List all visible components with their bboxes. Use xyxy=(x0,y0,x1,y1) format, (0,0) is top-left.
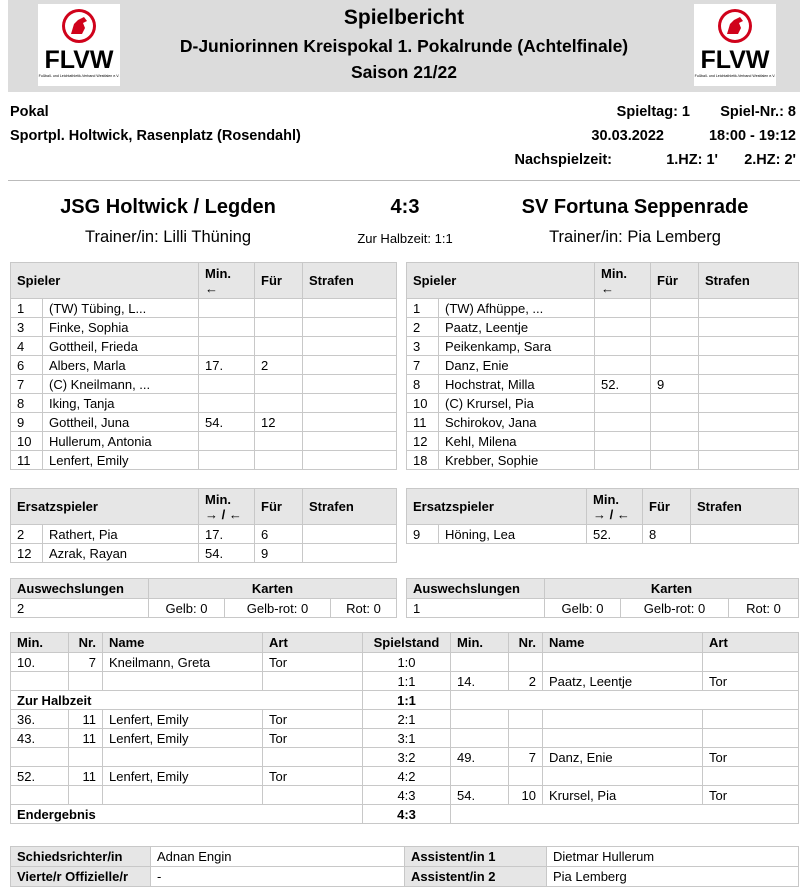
col-min: Min. → / ← xyxy=(199,489,255,525)
officials-table xyxy=(10,846,799,887)
table-row xyxy=(407,413,799,432)
player-number: 1 xyxy=(407,299,439,318)
player-sub-for: 8 xyxy=(643,525,691,544)
player-penalties xyxy=(699,356,799,375)
table-row xyxy=(407,299,799,318)
player-name: Schirokov, Jana xyxy=(439,413,595,432)
player-sub-minute xyxy=(595,451,651,470)
away-lineup-table xyxy=(406,262,799,470)
svg-text:FLVW: FLVW xyxy=(700,46,770,74)
home-event-player xyxy=(103,786,263,805)
away-substitutes-table xyxy=(406,488,799,544)
col-fuer: Für xyxy=(651,263,699,299)
away-event-minute xyxy=(451,767,509,786)
player-sub-minute xyxy=(199,375,255,394)
info-divider xyxy=(8,180,800,181)
away-yellow-red-cards: Gelb-rot: 0 xyxy=(621,599,729,618)
col-spieler: Spieler xyxy=(11,263,199,299)
col-auswechslungen: Auswechslungen xyxy=(11,579,149,599)
away-event-number: 10 xyxy=(509,786,543,805)
col-name-home: Name xyxy=(103,633,263,653)
table-row xyxy=(407,337,799,356)
home-event-player: Lenfert, Emily xyxy=(103,710,263,729)
home-team-name: JSG Holtwick / Legden xyxy=(60,196,276,218)
table-row xyxy=(11,337,397,356)
referee-name: Adnan Engin xyxy=(151,847,405,867)
player-name: Danz, Enie xyxy=(439,356,595,375)
player-sub-for xyxy=(651,432,699,451)
col-ersatzspieler: Ersatzspieler xyxy=(407,489,587,525)
away-event-player: Danz, Enie xyxy=(543,748,703,767)
event-score: 3:2 xyxy=(363,748,451,767)
player-penalties xyxy=(303,432,397,451)
player-penalties xyxy=(699,299,799,318)
col-spieler: Spieler xyxy=(407,263,595,299)
player-sub-for xyxy=(651,394,699,413)
player-sub-minute xyxy=(595,318,651,337)
away-event-player xyxy=(543,653,703,672)
player-number: 9 xyxy=(11,413,43,432)
col-fuer: Für xyxy=(643,489,691,525)
player-sub-for xyxy=(255,337,303,356)
player-sub-for xyxy=(651,337,699,356)
player-sub-for xyxy=(651,318,699,337)
col-min-away: Min. xyxy=(451,633,509,653)
home-substitutes-table xyxy=(10,488,397,563)
player-sub-minute: 17. xyxy=(199,525,255,544)
player-sub-for xyxy=(651,451,699,470)
player-sub-for: 12 xyxy=(255,413,303,432)
player-sub-minute: 54. xyxy=(199,544,255,563)
away-event-type: Tor xyxy=(703,748,799,767)
report-header xyxy=(8,0,800,92)
label-assistant-1: Assistent/in 1 xyxy=(405,847,547,867)
col-strafen: Strafen xyxy=(303,489,397,525)
svg-text:Fußball- und Leichtathletik-Ve: Fußball- und Leichtathletik-Verband Westfalen e.V. xyxy=(694,74,776,78)
player-penalties xyxy=(303,356,397,375)
player-penalties xyxy=(303,525,397,544)
label-referee: Schiedsrichter/in xyxy=(11,847,151,867)
player-number: 18 xyxy=(407,451,439,470)
player-name: Höning, Lea xyxy=(439,525,587,544)
home-event-number: 11 xyxy=(69,710,103,729)
player-sub-for xyxy=(651,299,699,318)
svg-text:Fußball- und Leichtathletik-Ve: Fußball- und Leichtathletik-Verband Westfalen e.V. xyxy=(38,74,120,78)
player-number: 4 xyxy=(11,337,43,356)
player-name: (C) Kneilmann, ... xyxy=(43,375,199,394)
home-summary-table xyxy=(10,578,397,618)
table-row xyxy=(11,432,397,451)
home-yellow-cards: Gelb: 0 xyxy=(149,599,225,618)
player-number: 7 xyxy=(11,375,43,394)
player-sub-for xyxy=(255,318,303,337)
table-row xyxy=(11,413,397,432)
player-sub-minute xyxy=(595,394,651,413)
away-event-minute: 54. xyxy=(451,786,509,805)
col-ersatzspieler: Ersatzspieler xyxy=(11,489,199,525)
player-penalties xyxy=(699,337,799,356)
table-row xyxy=(11,451,397,470)
match-time: 18:00 - 19:12 xyxy=(708,128,796,144)
table-row xyxy=(11,525,397,544)
player-sub-minute xyxy=(199,394,255,413)
player-name: Paatz, Leentje xyxy=(439,318,595,337)
home-event-minute xyxy=(11,672,69,691)
extra-time-second-half: 2.HZ: 2' xyxy=(744,152,796,168)
col-nr-home: Nr. xyxy=(69,633,103,653)
table-row xyxy=(11,356,397,375)
report-season: Saison 21/22 xyxy=(350,62,458,82)
home-event-player xyxy=(103,748,263,767)
event-row xyxy=(11,786,799,805)
home-event-player: Lenfert, Emily xyxy=(103,767,263,786)
home-event-number: 7 xyxy=(69,653,103,672)
flvw-logo-right xyxy=(694,4,776,86)
col-karten: Karten xyxy=(149,579,397,599)
away-event-minute: 14. xyxy=(451,672,509,691)
player-name: Rathert, Pia xyxy=(43,525,199,544)
away-red-cards: Rot: 0 xyxy=(729,599,799,618)
player-number: 3 xyxy=(11,318,43,337)
home-event-minute: 43. xyxy=(11,729,69,748)
away-event-minute xyxy=(451,729,509,748)
player-sub-minute xyxy=(199,337,255,356)
player-name: Kehl, Milena xyxy=(439,432,595,451)
player-sub-for: 9 xyxy=(255,544,303,563)
player-penalties xyxy=(691,525,799,544)
event-score: 1:1 xyxy=(363,672,451,691)
table-row xyxy=(407,318,799,337)
match-number: Spiel-Nr.: 8 xyxy=(720,104,796,120)
table-row xyxy=(11,394,397,413)
player-penalties xyxy=(303,375,397,394)
player-name: Hullerum, Antonia xyxy=(43,432,199,451)
away-event-player xyxy=(543,767,703,786)
halftime-label: Zur Halbzeit xyxy=(11,691,363,710)
player-penalties xyxy=(699,432,799,451)
table-row xyxy=(407,525,799,544)
player-sub-minute: 54. xyxy=(199,413,255,432)
player-sub-minute xyxy=(199,299,255,318)
col-fuer: Für xyxy=(255,263,303,299)
home-event-type: Tor xyxy=(263,729,363,748)
away-event-minute xyxy=(451,710,509,729)
player-name: Albers, Marla xyxy=(43,356,199,375)
final-result-label: Endergebnis xyxy=(11,805,363,824)
col-min: Min. ← xyxy=(199,263,255,299)
away-event-number xyxy=(509,767,543,786)
report-title: Spielbericht xyxy=(343,6,465,29)
home-event-type: Tor xyxy=(263,710,363,729)
event-score: 2:1 xyxy=(363,710,451,729)
home-event-number xyxy=(69,672,103,691)
player-number: 10 xyxy=(11,432,43,451)
away-event-player: Paatz, Leentje xyxy=(543,672,703,691)
player-sub-minute: 17. xyxy=(199,356,255,375)
col-min-home: Min. xyxy=(11,633,69,653)
table-row xyxy=(407,375,799,394)
player-sub-for xyxy=(255,375,303,394)
away-event-minute xyxy=(451,653,509,672)
table-row xyxy=(407,394,799,413)
home-event-number: 11 xyxy=(69,729,103,748)
player-name: Hochstrat, Milla xyxy=(439,375,595,394)
player-number: 7 xyxy=(407,356,439,375)
home-event-minute xyxy=(11,786,69,805)
away-event-player xyxy=(543,710,703,729)
table-row xyxy=(407,432,799,451)
home-event-type xyxy=(263,786,363,805)
player-sub-minute xyxy=(595,413,651,432)
away-event-player: Krursel, Pia xyxy=(543,786,703,805)
away-event-number: 7 xyxy=(509,748,543,767)
event-score: 4:3 xyxy=(363,786,451,805)
away-event-number: 2 xyxy=(509,672,543,691)
table-row xyxy=(11,299,397,318)
player-name: Lenfert, Emily xyxy=(43,451,199,470)
col-min: Min. ← xyxy=(595,263,651,299)
col-art-away: Art xyxy=(703,633,799,653)
player-sub-minute xyxy=(595,299,651,318)
player-penalties xyxy=(699,394,799,413)
event-row xyxy=(11,672,799,691)
player-sub-for xyxy=(651,356,699,375)
player-sub-for xyxy=(255,451,303,470)
table-row xyxy=(11,544,397,563)
label-assistant-2: Assistent/in 2 xyxy=(405,867,547,887)
final-score: 4:3 xyxy=(390,196,420,218)
player-penalties xyxy=(699,413,799,432)
event-row xyxy=(11,729,799,748)
col-min: Min. → / ← xyxy=(587,489,643,525)
label-fourth-official: Vierte/r Offizielle/r xyxy=(11,867,151,887)
away-event-type xyxy=(703,710,799,729)
table-row xyxy=(407,356,799,375)
away-team-name: SV Fortuna Seppenrade xyxy=(521,196,749,218)
home-event-player: Lenfert, Emily xyxy=(103,729,263,748)
player-penalties xyxy=(699,451,799,470)
fourth-official-name: - xyxy=(151,867,405,887)
player-sub-for: 2 xyxy=(255,356,303,375)
col-name-away: Name xyxy=(543,633,703,653)
away-yellow-cards: Gelb: 0 xyxy=(545,599,621,618)
away-trainer: Trainer/in: Pia Lemberg xyxy=(549,228,721,246)
player-name: Gottheil, Frieda xyxy=(43,337,199,356)
home-event-number: 11 xyxy=(69,767,103,786)
home-lineup-table xyxy=(10,262,397,470)
player-name: Azrak, Rayan xyxy=(43,544,199,563)
home-trainer: Trainer/in: Lilli Thüning xyxy=(85,228,251,246)
home-event-player: Kneilmann, Greta xyxy=(103,653,263,672)
player-name: (C) Krursel, Pia xyxy=(439,394,595,413)
player-penalties xyxy=(303,413,397,432)
home-event-minute xyxy=(11,748,69,767)
event-score: 3:1 xyxy=(363,729,451,748)
away-event-type xyxy=(703,729,799,748)
assistant-2-name: Pia Lemberg xyxy=(547,867,799,887)
home-event-number xyxy=(69,748,103,767)
home-event-type xyxy=(263,672,363,691)
col-nr-away: Nr. xyxy=(509,633,543,653)
assistant-1-name: Dietmar Hullerum xyxy=(547,847,799,867)
player-sub-for: 9 xyxy=(651,375,699,394)
player-sub-minute xyxy=(595,337,651,356)
player-name: Krebber, Sophie xyxy=(439,451,595,470)
home-event-type: Tor xyxy=(263,653,363,672)
table-row xyxy=(407,451,799,470)
col-spielstand: Spielstand xyxy=(363,633,451,653)
player-number: 2 xyxy=(11,525,43,544)
home-sub-count: 2 xyxy=(11,599,149,618)
home-event-minute: 10. xyxy=(11,653,69,672)
away-event-type: Tor xyxy=(703,672,799,691)
player-name: Finke, Sophia xyxy=(43,318,199,337)
matchday: Spieltag: 1 xyxy=(616,104,690,120)
col-strafen: Strafen xyxy=(303,263,397,299)
event-row xyxy=(11,710,799,729)
home-event-number xyxy=(69,786,103,805)
competition-type: Pokal xyxy=(10,104,49,120)
away-event-type xyxy=(703,767,799,786)
table-row xyxy=(11,318,397,337)
extra-time-label: Nachspielzeit: xyxy=(514,152,612,168)
player-number: 12 xyxy=(407,432,439,451)
event-score: 4:2 xyxy=(363,767,451,786)
player-sub-minute xyxy=(595,432,651,451)
home-event-player xyxy=(103,672,263,691)
player-name: (TW) Tübing, L... xyxy=(43,299,199,318)
report-subtitle: D-Juniorinnen Kreispokal 1. Pokalrunde (Achtelfinale) xyxy=(179,36,629,56)
player-penalties xyxy=(303,299,397,318)
event-score: 1:0 xyxy=(363,653,451,672)
away-event-minute: 49. xyxy=(451,748,509,767)
player-number: 1 xyxy=(11,299,43,318)
player-number: 2 xyxy=(407,318,439,337)
player-penalties xyxy=(699,318,799,337)
final-result-score: 4:3 xyxy=(363,805,451,824)
player-number: 6 xyxy=(11,356,43,375)
player-sub-minute: 52. xyxy=(595,375,651,394)
player-name: Gottheil, Juna xyxy=(43,413,199,432)
player-sub-minute xyxy=(595,356,651,375)
extra-time-first-half: 1.HZ: 1' xyxy=(666,152,718,168)
player-sub-for xyxy=(651,413,699,432)
empty-cell xyxy=(451,805,799,824)
home-event-minute: 52. xyxy=(11,767,69,786)
player-number: 11 xyxy=(11,451,43,470)
match-date: 30.03.2022 xyxy=(591,128,664,144)
player-penalties xyxy=(303,451,397,470)
away-event-number xyxy=(509,729,543,748)
event-row xyxy=(11,767,799,786)
home-event-minute: 36. xyxy=(11,710,69,729)
player-name: Iking, Tanja xyxy=(43,394,199,413)
event-row xyxy=(11,691,799,710)
event-row xyxy=(11,748,799,767)
away-event-type xyxy=(703,653,799,672)
home-red-cards: Rot: 0 xyxy=(331,599,397,618)
player-sub-for xyxy=(255,394,303,413)
match-events-table xyxy=(10,632,799,824)
player-sub-minute xyxy=(199,432,255,451)
away-event-player xyxy=(543,729,703,748)
player-number: 8 xyxy=(407,375,439,394)
table-row xyxy=(11,375,397,394)
player-name: (TW) Afhüppe, ... xyxy=(439,299,595,318)
event-row xyxy=(11,653,799,672)
svg-text:FLVW: FLVW xyxy=(44,46,114,74)
col-karten: Karten xyxy=(545,579,799,599)
halftime-score: 1:1 xyxy=(363,691,451,710)
away-event-number xyxy=(509,653,543,672)
col-auswechslungen: Auswechslungen xyxy=(407,579,545,599)
player-number: 8 xyxy=(11,394,43,413)
away-summary-table xyxy=(406,578,799,618)
player-number: 11 xyxy=(407,413,439,432)
empty-cell xyxy=(451,691,799,710)
away-event-number xyxy=(509,710,543,729)
venue: Sportpl. Holtwick, Rasenplatz (Rosendahl) xyxy=(10,128,301,144)
col-strafen: Strafen xyxy=(699,263,799,299)
away-event-type: Tor xyxy=(703,786,799,805)
home-event-type: Tor xyxy=(263,767,363,786)
player-number: 9 xyxy=(407,525,439,544)
player-penalties xyxy=(303,544,397,563)
home-yellow-red-cards: Gelb-rot: 0 xyxy=(225,599,331,618)
player-penalties xyxy=(303,337,397,356)
player-sub-for xyxy=(255,432,303,451)
player-name: Peikenkamp, Sara xyxy=(439,337,595,356)
col-strafen: Strafen xyxy=(691,489,799,525)
player-sub-for: 6 xyxy=(255,525,303,544)
event-row xyxy=(11,805,799,824)
player-sub-minute xyxy=(199,318,255,337)
player-sub-minute xyxy=(199,451,255,470)
player-penalties xyxy=(303,318,397,337)
player-penalties xyxy=(303,394,397,413)
player-penalties xyxy=(699,375,799,394)
col-fuer: Für xyxy=(255,489,303,525)
player-sub-for xyxy=(255,299,303,318)
player-number: 12 xyxy=(11,544,43,563)
player-sub-minute: 52. xyxy=(587,525,643,544)
player-number: 10 xyxy=(407,394,439,413)
col-art-home: Art xyxy=(263,633,363,653)
player-number: 3 xyxy=(407,337,439,356)
away-sub-count: 1 xyxy=(407,599,545,618)
home-event-type xyxy=(263,748,363,767)
halftime-score: Zur Halbzeit: 1:1 xyxy=(357,231,453,246)
